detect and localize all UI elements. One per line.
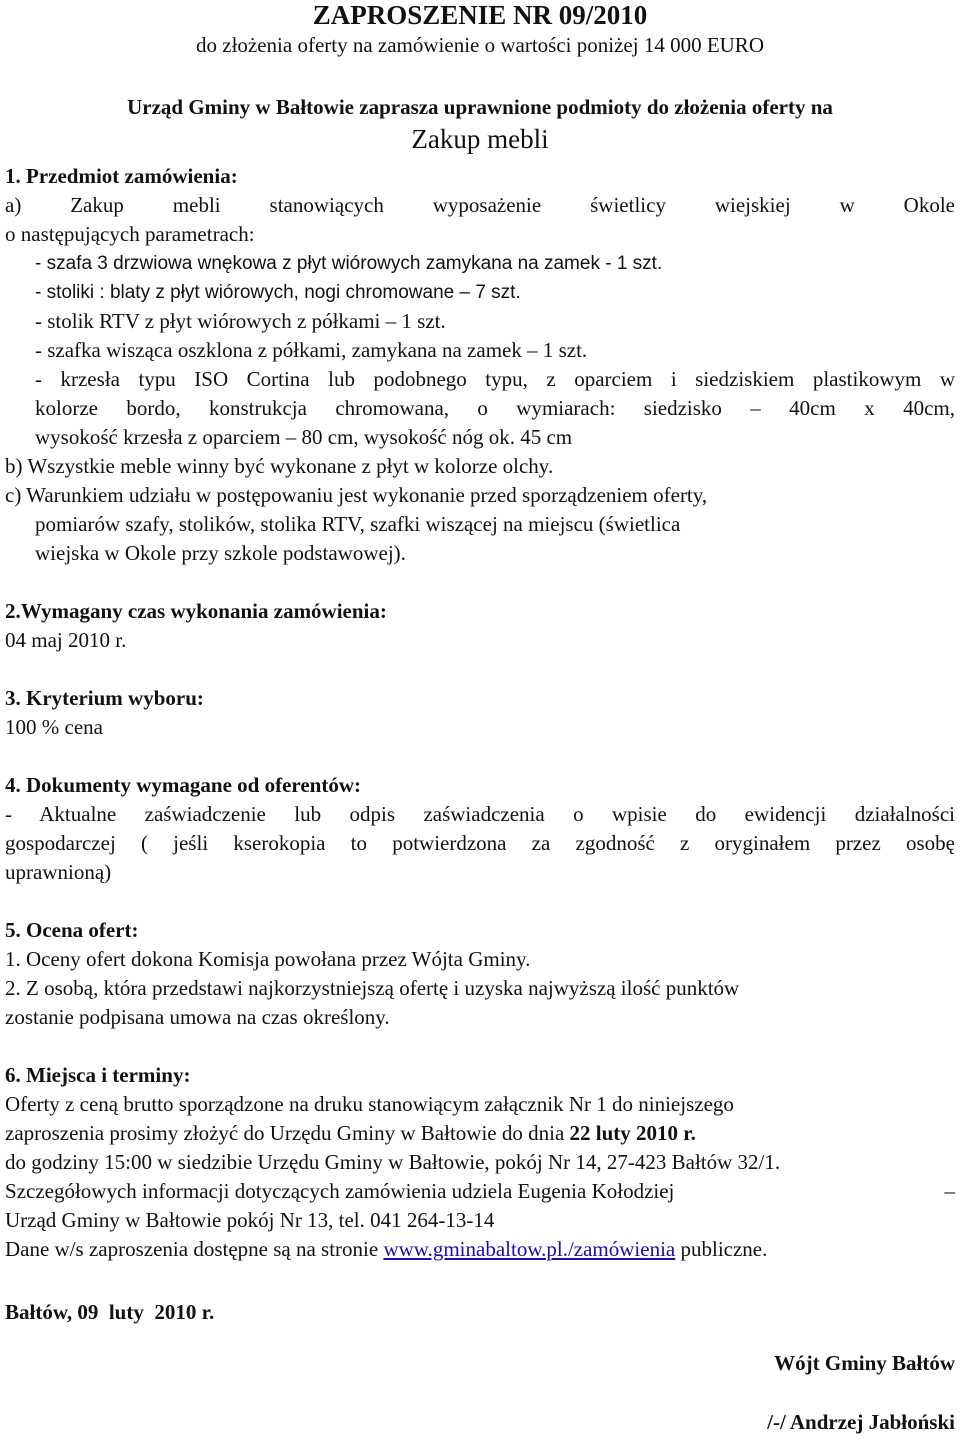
document-page <box>5 0 955 1437</box>
terms-line <box>5 1119 955 1148</box>
chairs-spec-line: - krzesła typu ISO Cortina lub podobnego typu, z oparciem i siedziskiem plastikowym w <box>35 367 955 391</box>
contact-office: Urząd Gminy w Bałtowie pokój Nr 13, tel. 041 264-13-14 <box>5 1208 495 1232</box>
documents-line: uprawnioną) <box>5 860 112 884</box>
document-title: ZAPROSZENIE NR 09/2010 <box>312 0 648 30</box>
furniture-item: - stoliki : blaty z płyt wiórowych, nogi chromowane – 7 szt. <box>35 282 521 303</box>
section-1-b: b) Wszystkie meble winny być wykonane z płyt w kolorze olchy. <box>5 454 554 478</box>
section-2-heading: 2.Wymagany czas wykonania zamówienia: <box>5 599 387 623</box>
terms-line <box>5 1235 955 1264</box>
chairs-spec-line: kolorze bordo, konstrukcja chromowana, o wymiarach: siedzisko – 40cm x 40cm, <box>35 396 955 420</box>
subject-title: Zakup mebli <box>411 124 549 154</box>
website-link[interactable]: www.gminabaltow.pl./zamówienia <box>383 1237 676 1261</box>
section-5-heading: 5. Ocena ofert: <box>5 918 139 942</box>
furniture-item: - szafa 3 drzwiowa wnękowa z płyt wiórowych zamykana na zamek - 1 szt. <box>35 253 663 274</box>
terms-text: zaproszenia prosimy złożyć do Urzędu Gminy w Bałtowie do dnia <box>5 1121 570 1145</box>
terms-line <box>5 1177 955 1206</box>
selection-criterion: 100 % cena <box>5 715 103 739</box>
signatory-title: Wójt Gminy Bałtów <box>774 1351 955 1375</box>
signatory-name: /-/ Andrzej Jabłoński <box>767 1410 955 1434</box>
section-3-heading: 3. Kryterium wyboru: <box>5 686 204 710</box>
documents-line: gospodarczej ( jeśli kserokopia to potwierdzona za zgodność z oryginałem przez osobę <box>5 831 955 855</box>
furniture-item: - szafka wisząca oszklona z półkami, zamykana na zamek – 1 szt. <box>35 338 588 362</box>
terms-line: do godziny 15:00 w siedzibie Urzędu Gminy w Bałtowie, pokój Nr 14, 27-423 Bałtów 32/1. <box>5 1150 781 1174</box>
terms-text: publiczne. <box>675 1237 768 1261</box>
section-1-a-line: a) Zakup mebli stanowiących wyposażenie świetlicy wiejskiej w Okole <box>5 193 955 217</box>
evaluation-line: zostanie podpisana umowa na czas określony. <box>5 1005 390 1029</box>
furniture-item: - stolik RTV z płyt wiórowych z półkami – 1 szt. <box>35 309 446 333</box>
section-1-c-line: wiejska w Okole przy szkole podstawowej). <box>35 541 406 565</box>
terms-text: Dane w/s zaproszenia dostępne są na stronie <box>5 1237 384 1261</box>
document-subtitle: do złożenia oferty na zamówienie o wartości poniżej 14 000 EURO <box>196 33 764 57</box>
contact-person: Szczegółowych informacji dotyczących zamówienia udziela Eugenia Kołodziej <box>5 1179 675 1203</box>
deadline-date: 22 luty 2010 r. <box>569 1121 696 1145</box>
terms-line: Oferty z ceną brutto sporządzone na druku stanowiącym załącznik Nr 1 do niniejszego <box>5 1092 734 1116</box>
section-6-heading: 6. Miejsca i terminy: <box>5 1063 191 1087</box>
evaluation-line: 2. Z osobą, która przedstawi najkorzystniejszą ofertę i uzyska najwyższą ilość punktów <box>5 976 740 1000</box>
section-1-a-line: o następujących parametrach: <box>5 222 255 246</box>
documents-line: - Aktualne zaświadczenie lub odpis zaświadczenia o wpisie do ewidencji działalności <box>5 802 955 826</box>
place-and-date: Bałtów, 09 luty 2010 r. <box>5 1300 215 1324</box>
section-1-c-line: c) Warunkiem udziału w postępowaniu jest wykonanie przed sporządzeniem oferty, <box>5 483 708 507</box>
section-1-heading: 1. Przedmiot zamówienia: <box>5 164 238 188</box>
evaluation-line: 1. Oceny ofert dokona Komisja powołana przez Wójta Gminy. <box>5 947 531 971</box>
chairs-spec-line: wysokość krzesła z oparciem – 80 cm, wysokość nóg ok. 45 cm <box>35 425 573 449</box>
invitation-text: Urząd Gminy w Bałtowie zaprasza uprawnione podmioty do złożenia oferty na <box>127 95 833 119</box>
section-4-heading: 4. Dokumenty wymagane od oferentów: <box>5 773 362 797</box>
dash: – <box>944 1179 955 1203</box>
section-1-c-line: pomiarów szafy, stolików, stolika RTV, szafki wiszącej na miejscu (świetlica <box>35 512 681 536</box>
completion-date: 04 maj 2010 r. <box>5 628 127 652</box>
